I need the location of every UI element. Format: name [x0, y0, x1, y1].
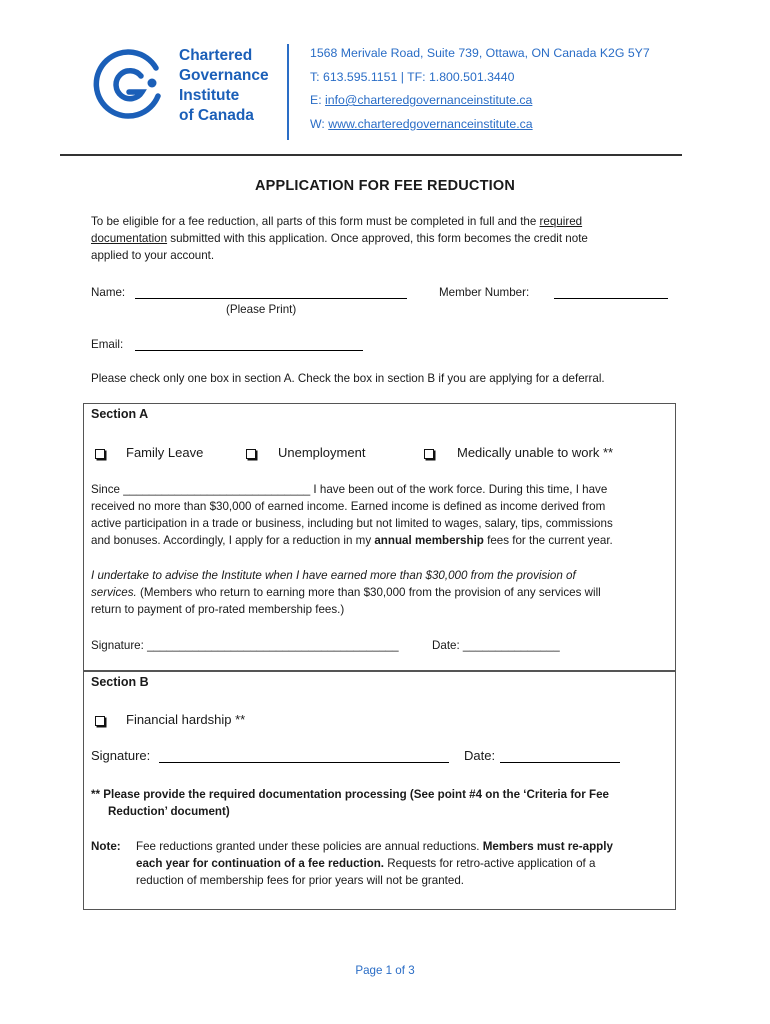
- intro-text: applied to your account.: [91, 249, 215, 262]
- paragraph-line: [91, 584, 676, 601]
- financial-hardship-label: Financial hardship **: [126, 712, 246, 727]
- contact-block: [310, 42, 650, 136]
- section-b-date-field[interactable]: [500, 750, 620, 763]
- text: Requests for retro-active application of a: [384, 857, 596, 870]
- logo-mark-icon: [92, 46, 166, 120]
- section-divider: [84, 670, 675, 672]
- email-prefix: E:: [310, 93, 326, 107]
- section-a-signature[interactable]: Signature: _______________________________________: [91, 639, 399, 652]
- email-label: Email:: [91, 338, 124, 351]
- required-link: required: [539, 215, 583, 228]
- unemployment-checkbox[interactable]: [246, 446, 256, 464]
- phone: T: 613.595.1151 | TF: 1.800.501.3440: [310, 69, 515, 84]
- address: 1568 Merivale Road, Suite 739, Ottawa, ON Canada K2G 5Y7: [310, 46, 650, 60]
- section-a-paragraph: [91, 481, 676, 549]
- documentation-note: [91, 786, 676, 820]
- org-name-line: Institute: [179, 87, 240, 104]
- bold-text: each year for continuation of a fee reduction.: [136, 857, 385, 870]
- financial-hardship-checkbox[interactable]: [95, 713, 105, 731]
- org-name: [179, 46, 269, 126]
- checkbox-icon: [95, 449, 105, 459]
- intro-paragraph: [91, 213, 691, 264]
- note-line: reduction of membership fees for prior years will not be granted.: [136, 874, 465, 887]
- note-text: [136, 838, 676, 889]
- intro-text: submitted with this application. Once approved, this form becomes the credit note: [167, 232, 588, 245]
- member-number-field[interactable]: [554, 286, 668, 299]
- header-divider: [287, 44, 289, 140]
- bold-text: Members must re-apply: [482, 840, 613, 853]
- family-leave-label: Family Leave: [126, 445, 204, 460]
- org-name-line: of Canada: [179, 107, 254, 124]
- web-prefix: W:: [310, 116, 329, 131]
- name-label: Name:: [91, 286, 126, 299]
- section-a-date[interactable]: Date: _______________: [432, 639, 560, 652]
- text: (Members who return to earning more than $30,000 from the provision of any services will: [136, 586, 601, 599]
- paragraph-line: received no more than $30,000 of earned income. Earned income is defined as income derived from: [91, 500, 606, 513]
- section-b-date-label: Date:: [464, 748, 496, 763]
- paragraph-line: [91, 532, 676, 549]
- paragraph-line: active participation in a trade or business, including but not limited to wages, salary, tips, commissions: [91, 517, 613, 530]
- section-b-signature-field[interactable]: [159, 750, 449, 763]
- paragraph-line: return to payment of pro-rated membership fees.): [91, 603, 345, 616]
- member-number-label: Member Number:: [439, 286, 530, 299]
- checkbox-icon: [424, 449, 434, 459]
- bold-text: annual membership: [374, 534, 484, 547]
- note-line: Reduction’ document): [108, 805, 230, 818]
- note-line: ** Please provide the required documentation processing (See point #4 on the ‘Criteria for Fee: [91, 788, 609, 801]
- text: and bonuses. Accordingly, I apply for a reduction in my: [91, 534, 375, 547]
- family-leave-checkbox[interactable]: [95, 446, 105, 464]
- intro-text: To be eligible for a fee reduction, all parts of this form must be completed in full and the: [91, 215, 540, 228]
- web-link[interactable]: www.charteredgovernanceinstitute.ca: [328, 116, 533, 131]
- text: fees for the current year.: [483, 534, 613, 547]
- logo: [92, 46, 166, 120]
- undertaking-paragraph: [91, 567, 676, 618]
- note-line: [136, 838, 676, 855]
- email-link[interactable]: info@charteredgovernanceinstitute.ca: [325, 93, 533, 107]
- documentation-link: documentation: [91, 232, 168, 245]
- web-line: [310, 113, 650, 137]
- form-sections-box: [83, 403, 676, 910]
- note-line: [136, 855, 676, 872]
- checkbox-icon: [246, 449, 256, 459]
- paragraph-line: I undertake to advise the Institute when I have earned more than $30,000 from the provision of: [91, 569, 576, 582]
- section-b-heading: Section B: [91, 675, 149, 689]
- text: Fee reductions granted under these policies are annual reductions.: [136, 840, 483, 853]
- unemployment-label: Unemployment: [278, 445, 366, 460]
- please-print-hint: (Please Print): [226, 303, 297, 316]
- page-number: Page 1 of 3: [355, 964, 415, 977]
- section-a-heading: Section A: [91, 407, 149, 421]
- paragraph-line: Since _____________________________ I have been out of the work force. During this time, I have: [91, 483, 608, 496]
- page-title: APPLICATION FOR FEE REDUCTION: [254, 178, 516, 194]
- email-field[interactable]: [135, 338, 363, 351]
- checkbox-icon: [95, 716, 105, 726]
- header-rule: [60, 154, 682, 156]
- org-name-line: Governance: [179, 67, 269, 84]
- instruction-text: Please check only one box in section A. Check the box in section B if you are applying for a deferral.: [91, 372, 605, 385]
- email-line: [310, 89, 650, 113]
- org-name-line: Chartered: [179, 47, 253, 64]
- name-field[interactable]: [135, 286, 407, 299]
- section-b-signature-label: Signature:: [91, 748, 151, 763]
- italic-text: services.: [91, 586, 137, 599]
- medically-unable-checkbox[interactable]: [424, 446, 434, 464]
- medically-unable-label: Medically unable to work **: [457, 445, 614, 460]
- note-label: Note:: [91, 840, 121, 853]
